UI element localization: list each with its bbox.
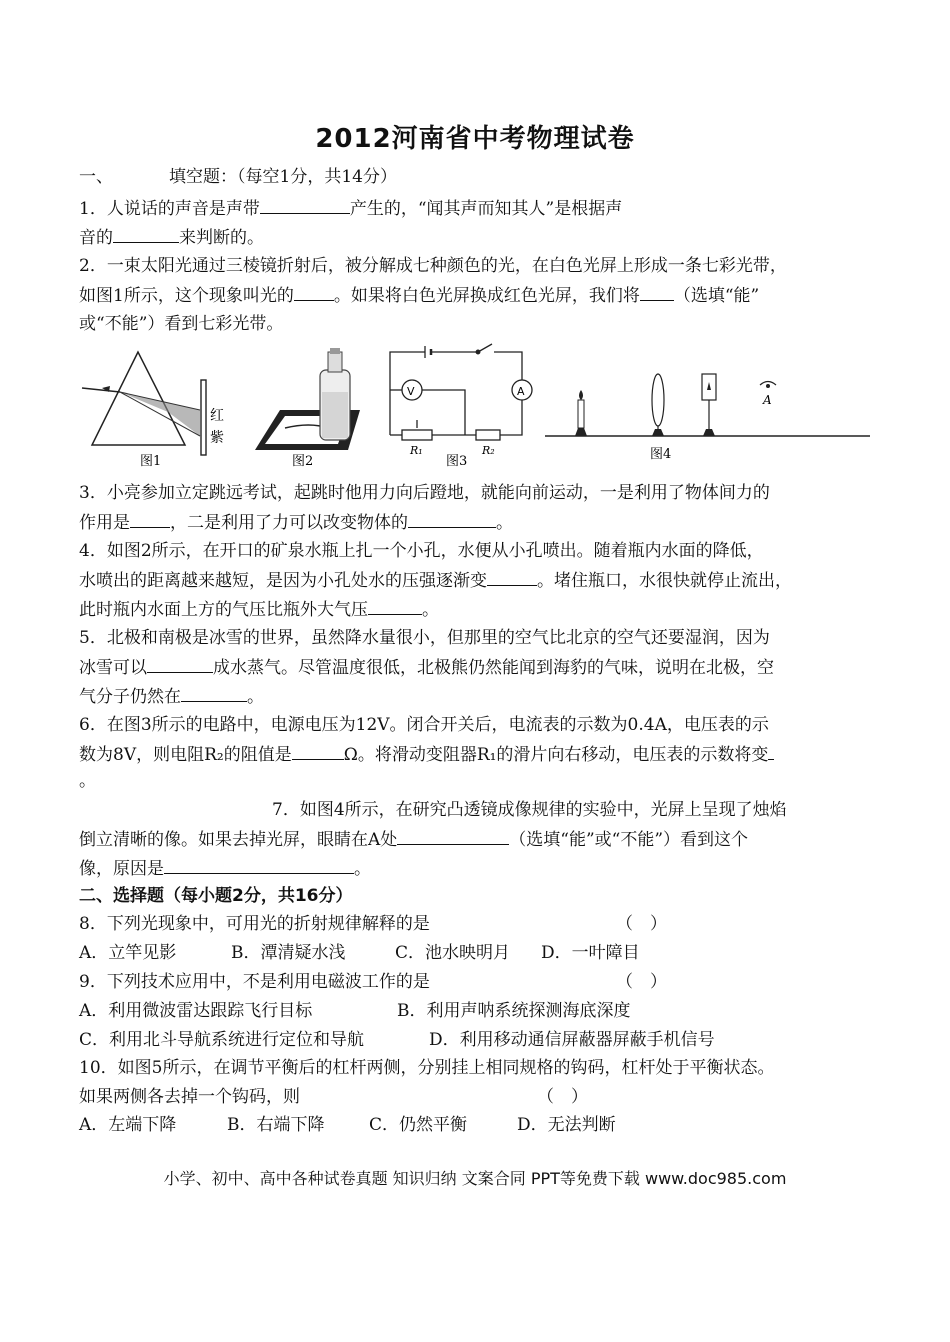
red-label: 红 <box>210 408 224 424</box>
question-2-line-1: 2．一束太阳光通过三棱镜折射后，被分解成七种颜色的光，在白色光屏上形成一条七彩光带， <box>79 256 787 276</box>
question-5-line-1: 5．北极和南极是冰雪的世界，虽然降水量很小，但那里的空气比北京的空气还要湿润，因为 <box>79 628 770 648</box>
question-7-line-2 <box>79 828 748 851</box>
q9-option-c[interactable]: C．利用北斗导航系统进行定位和导航 <box>79 1030 365 1050</box>
q10-option-a[interactable]: A．左端下降 <box>79 1115 177 1135</box>
figure-3-labels <box>407 385 525 469</box>
q9-stem-text: 9．下列技术应用中，不是利用电磁波工作的是 <box>79 972 430 992</box>
fig1-caption: 图1 <box>140 454 162 469</box>
q6-blank-1[interactable] <box>292 743 344 760</box>
q10-option-d[interactable]: D．无法判断 <box>517 1115 616 1135</box>
question-10-line-1: 10．如图5所示，在调节平衡后的杠杆两侧，分别挂上相同规格的钩码，杠杆处于平衡状态。 <box>79 1058 775 1078</box>
q2-blank-1[interactable] <box>294 284 334 301</box>
candle-stand <box>575 428 587 436</box>
q7-text-e: 。 <box>354 859 371 879</box>
q5-text-e: 。 <box>247 687 264 707</box>
eye-position-label: A <box>763 393 772 407</box>
q5-text-b: 冰雪可以 <box>79 658 147 678</box>
section1-number: 一、 <box>79 167 113 187</box>
question-6-line-1: 6．在图3所示的电路中，电源电压为12V。闭合开关后，电流表的示数为0.4A，电压表的示 <box>79 715 769 735</box>
switch-pivot <box>476 350 480 354</box>
question-6-line-2 <box>79 743 774 766</box>
bottle-neck <box>328 352 342 372</box>
q3-blank-1[interactable] <box>130 511 170 528</box>
bottle-water <box>322 392 348 438</box>
q4-text-e: 。 <box>422 600 439 620</box>
resistor-r1 <box>402 430 432 440</box>
q4-blank-2[interactable] <box>368 598 422 615</box>
question-10-options <box>79 1114 616 1136</box>
voltmeter-label: V <box>407 385 415 398</box>
q8-option-c[interactable]: C．池水映明月 <box>395 943 511 963</box>
q5-blank-2[interactable] <box>181 685 247 702</box>
fig3-caption: 图3 <box>446 454 468 469</box>
q8-option-d[interactable]: D．一叶障目 <box>541 943 640 963</box>
question-6-line-3: 。 <box>79 771 96 791</box>
question-1-line-1 <box>79 197 622 220</box>
screen-stand <box>703 429 715 436</box>
q7-text-b: 倒立清晰的像。如果去掉光屏，眼睛在A处 <box>79 830 398 850</box>
lens-stand <box>652 429 664 436</box>
q1-text-c: 音的 <box>79 228 113 248</box>
fig4-caption: 图4 <box>650 447 672 462</box>
q9-option-b[interactable]: B．利用声呐系统探测海底深度 <box>397 1001 631 1021</box>
question-9-options-row-1 <box>79 1000 631 1022</box>
q10-option-b[interactable]: B．右端下降 <box>227 1115 325 1135</box>
r2-label: R₂ <box>482 444 495 457</box>
q2-text-d: （选填“能” <box>673 286 760 306</box>
q7-text-d: 像，原因是 <box>79 859 164 879</box>
q9-option-d[interactable]: D．利用移动通信屏蔽器屏蔽手机信号 <box>429 1030 715 1050</box>
candle-body <box>578 400 584 428</box>
q4-text-d: 此时瓶内水面上方的气压比瓶外大气压 <box>79 600 368 620</box>
q8-option-a[interactable]: A．立竿见影 <box>79 943 177 963</box>
q5-text-d: 气分子仍然在 <box>79 687 181 707</box>
question-7-line-3 <box>79 857 371 880</box>
q1-text-d: 来判断的。 <box>179 228 264 248</box>
q1-blank-1[interactable] <box>260 197 350 214</box>
question-9-stem <box>79 971 430 993</box>
page-title: 2012河南省中考物理试卷 <box>315 124 635 154</box>
question-8-options <box>79 942 640 964</box>
screen-bar <box>201 380 206 455</box>
question-4-line-3 <box>79 598 439 621</box>
question-8-stem <box>79 913 430 935</box>
question-4-line-1: 4．如图2所示，在开口的矿泉水瓶上扎一个小孔，水便从小孔喷出。随着瓶内水面的降低， <box>79 541 764 561</box>
incident-ray <box>82 388 120 392</box>
section2-heading: 二、选择题（每小题2分，共16分） <box>79 886 353 906</box>
wire-right <box>494 352 522 380</box>
eye-pupil <box>766 384 770 388</box>
q10-answer-paren[interactable]: （ ） <box>537 1087 588 1107</box>
question-3-line-1: 3．小亮参加立定跳远考试，起跳时他用力向后蹬地，就能向前运动，一是利用了物体间力的 <box>79 483 770 503</box>
bottle-cap <box>330 348 340 354</box>
section1-heading <box>79 166 397 188</box>
q10-stem-text: 如果两侧各去掉一个钩码，则 <box>79 1087 300 1107</box>
question-3-line-2 <box>79 511 513 534</box>
q5-blank-1[interactable] <box>147 656 213 673</box>
section1-title: 填空题：（每空1分，共14分） <box>169 167 397 187</box>
wire-right-low <box>500 400 522 435</box>
question-5-line-3 <box>79 685 264 708</box>
q8-answer-paren[interactable]: （ ） <box>616 914 667 934</box>
q8-stem-text: 8．下列光现象中，可用光的折射规律解释的是 <box>79 914 430 934</box>
resistor-r2 <box>476 430 500 440</box>
q2-text-c: 。如果将白色光屏换成红色光屏，我们将 <box>333 286 640 306</box>
r1-label: R₁ <box>410 444 423 457</box>
question-2-line-2 <box>79 284 759 307</box>
q6-blank-2[interactable] <box>768 743 774 760</box>
wire-v-right <box>422 390 465 435</box>
q8-option-b[interactable]: B．潭清疑水浅 <box>231 943 346 963</box>
figures-strip <box>80 340 870 475</box>
q7-blank-2[interactable] <box>164 857 354 874</box>
q4-text-c: 。堵住瓶口，水很快就停止流出， <box>537 571 792 591</box>
q10-option-c[interactable]: C．仍然平衡 <box>369 1115 468 1135</box>
q9-answer-paren[interactable]: （ ） <box>616 972 667 992</box>
purple-label: 紫 <box>210 430 224 446</box>
q1-text-b: 产生的，“闻其声而知其人”是根据声 <box>349 199 623 219</box>
figure-2-bottle <box>255 348 360 469</box>
figure-1-prism <box>82 352 224 469</box>
q4-text-b: 水喷出的距离越来越短，是因为小孔处水的压强逐渐变 <box>79 571 487 591</box>
question-7-line-1: 7．如图4所示，在研究凸透镜成像规律的实验中，光屏上呈现了烛焰 <box>272 800 787 820</box>
q7-blank-1[interactable] <box>397 828 509 845</box>
figure-4-optics <box>545 374 870 462</box>
question-4-line-2 <box>79 569 792 592</box>
q3-text-d: 。 <box>496 513 513 533</box>
q6-text-b: 数为8V，则电阻R₂的阻值是 <box>79 745 292 765</box>
question-9-options-row-2 <box>79 1029 715 1051</box>
q1-blank-2[interactable] <box>113 226 179 243</box>
q5-text-c: 成水蒸气。尽管温度很低，北极熊仍然能闻到海豹的气味，说明在北极，空 <box>213 658 774 678</box>
q6-text-c: Ω。将滑动变阻器R₁的滑片向右移动，电压表的示数将变 <box>343 745 769 765</box>
q1-text-a: 1．人说话的声音是声带 <box>79 199 260 219</box>
q2-text-b: 如图1所示，这个现象叫光的 <box>79 286 294 306</box>
q4-blank-1[interactable] <box>487 569 537 586</box>
candle-flame <box>579 390 583 400</box>
fig2-caption: 图2 <box>292 454 314 469</box>
q3-blank-2[interactable] <box>408 511 496 528</box>
question-10-line-2 <box>79 1086 300 1108</box>
q3-text-b: 作用是 <box>79 513 130 533</box>
q7-text-c: （选填“能”或“不能”）看到这个 <box>509 830 749 850</box>
ammeter-label: A <box>517 385 525 398</box>
q2-blank-2[interactable] <box>640 284 674 301</box>
q3-text-c: ，二是利用了力可以改变物体的 <box>170 513 408 533</box>
q9-option-a[interactable]: A．利用微波雷达跟踪飞行目标 <box>79 1001 313 1021</box>
question-5-line-2 <box>79 656 774 679</box>
convex-lens <box>652 374 664 426</box>
question-1-line-2 <box>79 226 264 249</box>
question-2-line-3: 或“不能”）看到七彩光带。 <box>79 314 284 334</box>
page-footer: 小学、初中、高中各种试卷真题 知识归纳 文案合同 PPT等免费下载 www.doc985.com <box>163 1169 787 1188</box>
